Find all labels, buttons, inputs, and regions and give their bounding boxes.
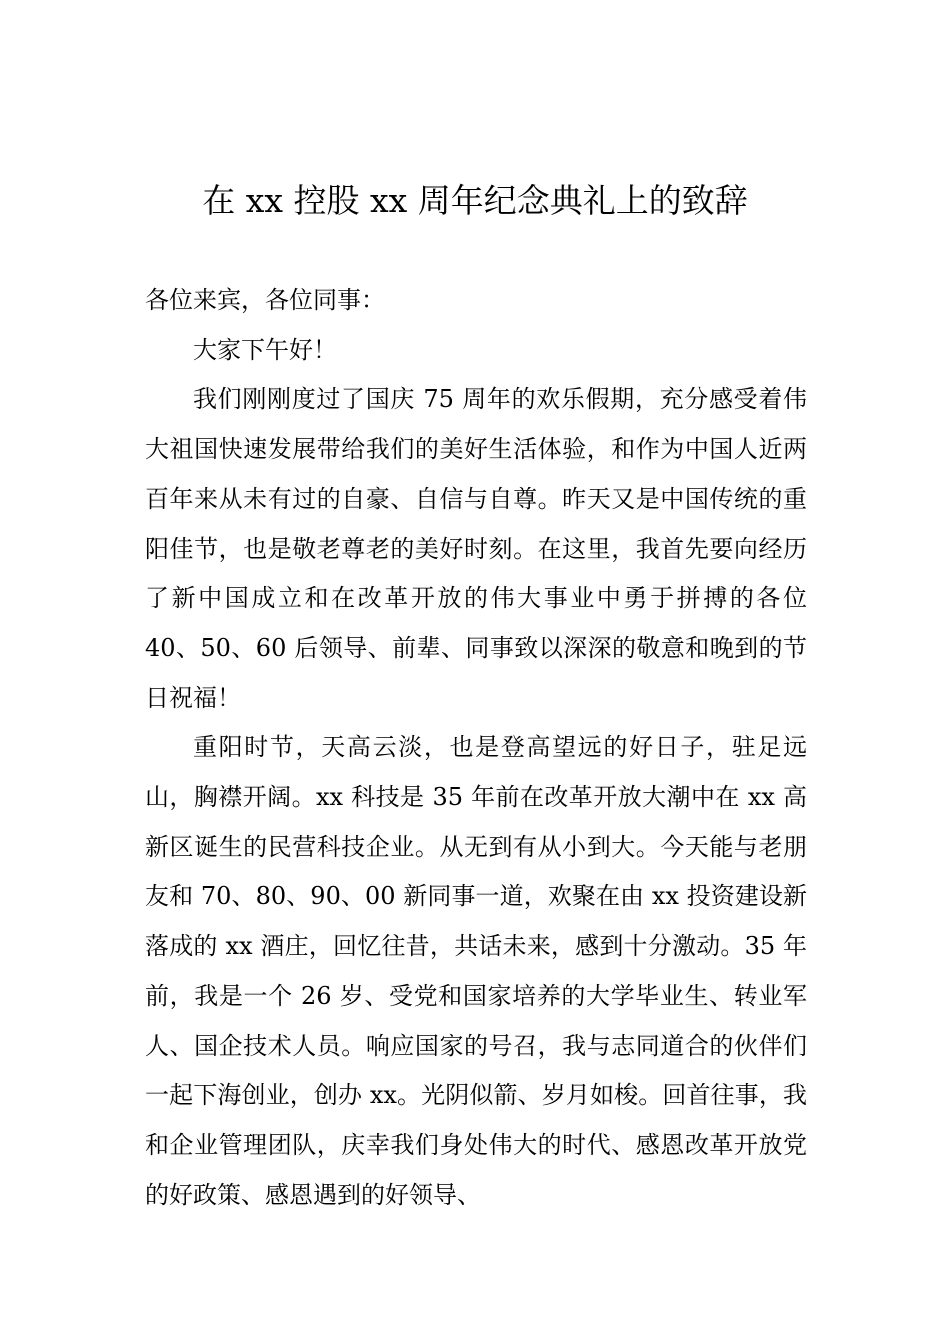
- paragraph-chongyang: 重阳时节，天高云淡，也是登高望远的好日子，驻足远山，胸襟开阔。xx 科技是 35 年前在改革开放大潮中在 xx 高新区诞生的民营科技企业。从无到有从小到大。今天能与老朋友和 70、80、90、00 新同事一道，欢聚在由 xx 投资建设新落成的 xx 酒庄，回忆往昔，共话未来，感到十分激动。35 年前，我是一个 26 岁、受党和国家培养的大学毕业生、转业军人、国企技术人员。响应国家的号召，我与志同道合的伙伴们一起下海创业，创办 xx。光阴似箭、岁月如梭。回首往事，我和企业管理团队，庆幸我们身处伟大的时代、感恩改革开放党的好政策、感恩遇到的好领导、: [145, 733, 807, 1209]
- document-body: [145, 276, 807, 1220]
- document-title: 在 xx 控股 xx 周年纪念典礼上的致辞: [202, 181, 748, 220]
- salutation: 各位来宾，各位同事：: [145, 286, 385, 314]
- paragraph-national-day: 我们刚刚度过了国庆 75 周年的欢乐假期，充分感受着伟大祖国快速发展带给我们的美好生活体验，和作为中国人近两百年来从未有过的自豪、自信与自尊。昨天又是中国传统的重阳佳节，也是敬老尊老的美好时刻。在这里，我首先要向经历了新中国成立和在改革开放的伟大事业中勇于拼搏的各位 40、50、60 后领导、前辈、同事致以深深的敬意和晚到的节日祝福！: [145, 385, 807, 712]
- paragraph-greeting: 大家下午好！: [193, 335, 337, 364]
